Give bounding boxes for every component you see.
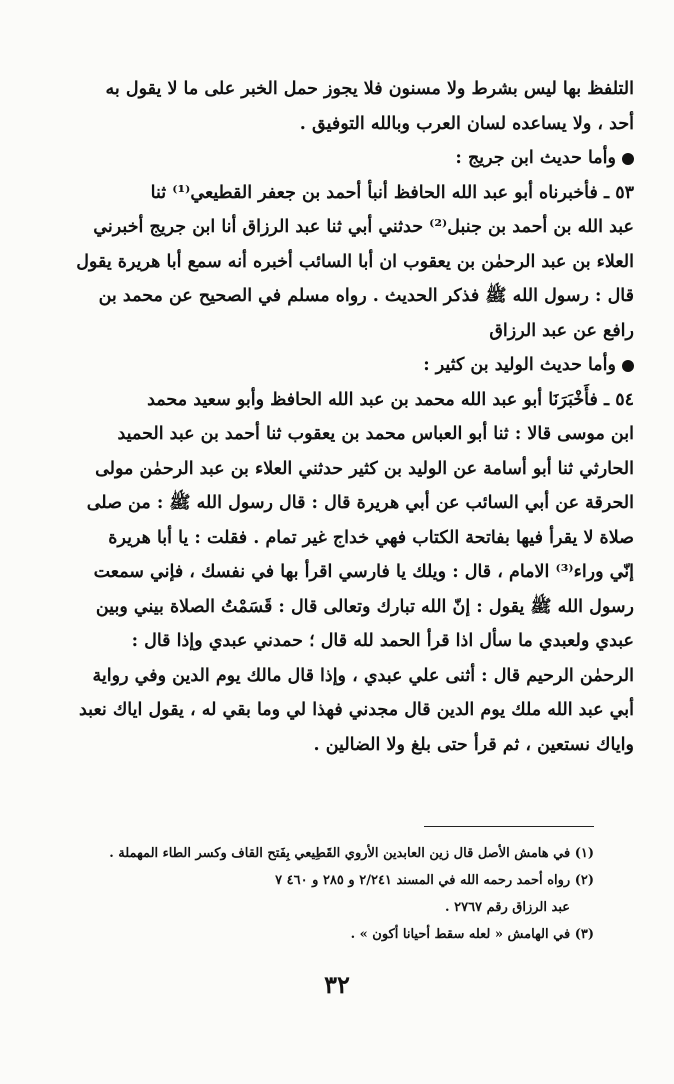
text-line: ٥٤ ـ فأَخْبَرَنَا أبو عبد الله محمد بن عبد الله الحافظ وأبو سعيد محمد: [147, 389, 634, 410]
text-line: أحد ، ولا يساعده لسان العرب وبالله التوفيق .: [299, 113, 634, 134]
text-line: واياك نستعين ، ثم قرأ حتى بلغ ولا الضالين .: [313, 734, 634, 755]
text-line: رافع عن عبد الرزاق: [489, 320, 634, 341]
page-number: ٣٢: [324, 970, 350, 999]
footnote-divider: [424, 826, 594, 827]
text-line: رسول الله ﷺ يقول : إنّ الله تبارك وتعالى قال : قَسَمْتُ الصلاة بيني وبين: [95, 596, 634, 617]
text-line: العلاء بن عبد الرحمٰن بن يعقوب ان أبا السائب أخبره أنه سمع أبا هريرة يقول: [76, 251, 634, 272]
bullet-icon: [622, 153, 634, 165]
section-heading: وأما حديث ابن جريج :: [44, 141, 634, 176]
text-line: صلاة لا يقرأ فيها بفاتحة الكتاب فهي خداج غير تمام . فقلت : يا أبا هريرة: [108, 527, 634, 548]
main-text: [44, 72, 634, 762]
footnote: (٣) في الهامش « لعله سقط أحيانا أكون » .: [350, 927, 594, 942]
text-line: الرحمٰن الرحيم قال : أثنى علي عبدي ، وإذا قال مالك يوم الدين وفي رواية: [92, 665, 634, 686]
text-line: أبي عبد الله ملك يوم الدين قال مجدني فهذا لي وما بقي له ، يقول اياك نعبد: [78, 700, 634, 720]
bullet-icon: [622, 360, 634, 372]
footnote: (٢) رواه أحمد رحمه الله في المسند ٢/٢٤١ و ٢٨٥ و ٤٦٠ ٧: [275, 873, 594, 888]
text-line: الحارثي ثنا أبو أسامة عن الوليد بن كثير حدثني العلاء بن عبد الرحمٰن مولى: [95, 458, 634, 479]
footnote: (١) في هامش الأصل قال زين العابدين الأروي القَطِيعي بِفَتح القاف وكسر الطاء المهملة .: [109, 846, 594, 861]
text-line: ٥٣ ـ فأخبرناه أبو عبد الله الحافظ أنبأ أحمد بن جعفر القطيعي⁽¹⁾ ثنا: [150, 182, 634, 203]
text-line: ابن موسى قالا : ثنا أبو العباس محمد بن يعقوب ثنا أحمد بن عبد الحميد: [117, 424, 634, 444]
section-heading: وأما حديث الوليد بن كثير :: [44, 348, 634, 383]
footnote-continuation: عبد الرزاق رقم ٢٧٦٧ .: [445, 900, 570, 915]
text-line: التلفظ بها ليس بشرط ولا مسنون فلا يجوز حمل الخبر على ما لا يقول به: [105, 79, 634, 99]
text-line: إنّي وراء⁽³⁾ الامام ، قال : ويلك يا فارسي اقرأ بها في نفسك ، فإني سمعت: [93, 562, 634, 582]
footnotes: [60, 840, 594, 948]
text-line: عبدي ولعبدي ما سأل اذا قرأ الحمد لله قال ؛ حمدني عبدي وإذا قال :: [131, 631, 634, 651]
text-line: عبد الله بن أحمد بن جنبل⁽²⁾ حدثني أبي ثنا عبد الرزاق أنا ابن جريج أخبرني: [93, 217, 634, 237]
text-line: قال : رسول الله ﷺ فذكر الحديث . رواه مسلم في الصحيح عن محمد بن: [98, 286, 634, 306]
text-line: الحرقة عن أبي السائب عن أبي هريرة قال : قال رسول الله ﷺ : من صلى: [86, 493, 634, 513]
